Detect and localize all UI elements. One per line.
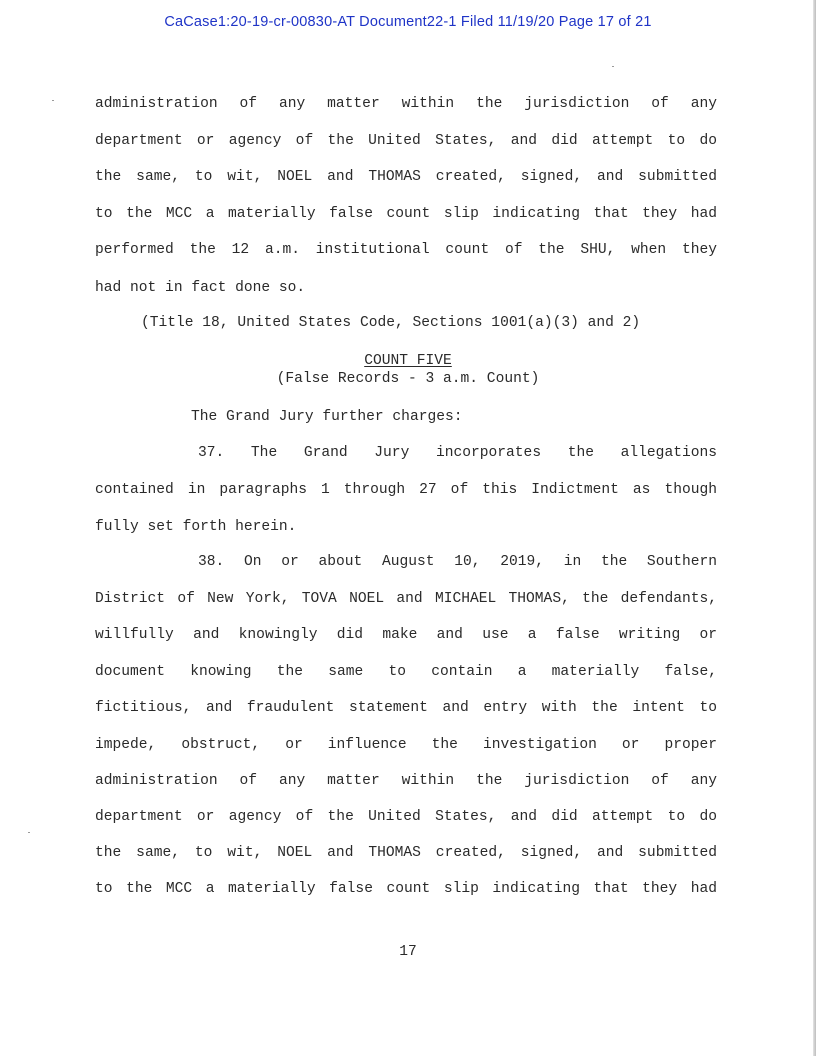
count-title-text: COUNT FIVE: [364, 353, 452, 369]
count-title: [0, 353, 816, 369]
scan-speck: [28, 832, 30, 833]
para38-line-3: willfully and knowingly did make and use a false writing or: [95, 627, 717, 643]
ecf-header-text: CaCase1:20-19-cr-00830-AT Document22-1 Filed 11/19/20 Page 17 of 21: [164, 14, 652, 30]
para38-line-6: impede, obstruct, or influence the investigation or proper: [95, 737, 717, 753]
para1-line-4: to the MCC a materially false count slip indicating that they had: [95, 206, 717, 222]
para37-line-last: fully set forth herein.: [95, 519, 297, 535]
para1-line-1: administration of any matter within the jurisdiction of any: [95, 96, 717, 112]
para37-line-2: contained in paragraphs 1 through 27 of this Indictment as though: [95, 482, 717, 498]
scan-speck: [612, 66, 614, 67]
para38-line-7: administration of any matter within the jurisdiction of any: [95, 773, 717, 789]
para1-line-2: department or agency of the United States, and did attempt to do: [95, 133, 717, 149]
para38-line-4: document knowing the same to contain a materially false,: [95, 664, 717, 680]
para38-line-9: the same, to wit, NOEL and THOMAS created, signed, and submitted: [95, 845, 717, 861]
para38-line-1: 38. On or about August 10, 2019, in the Southern: [198, 554, 717, 570]
grand-jury-intro: The Grand Jury further charges:: [191, 409, 463, 425]
para38-line-5: fictitious, and fraudulent statement and entry with the intent to: [95, 700, 717, 716]
ecf-header-stamp: [0, 14, 816, 30]
para1-line-last: had not in fact done so.: [95, 280, 306, 296]
para37-line-1: 37. The Grand Jury incorporates the allegations: [198, 445, 717, 461]
statute-citation: (Title 18, United States Code, Sections 1001(a)(3) and 2): [141, 315, 641, 331]
page-number: 17: [399, 944, 417, 960]
scan-speck: [52, 100, 54, 101]
para38-line-10: to the MCC a materially false count slip indicating that they had: [95, 881, 717, 897]
count-subtitle: (False Records - 3 a.m. Count): [276, 371, 540, 387]
para1-line-3: the same, to wit, NOEL and THOMAS created, signed, and submitted: [95, 169, 717, 185]
para38-line-2: District of New York, TOVA NOEL and MICHAEL THOMAS, the defendants,: [95, 591, 717, 607]
para38-line-8: department or agency of the United States, and did attempt to do: [95, 809, 717, 825]
para1-line-5: performed the 12 a.m. institutional count of the SHU, when they: [95, 242, 717, 258]
